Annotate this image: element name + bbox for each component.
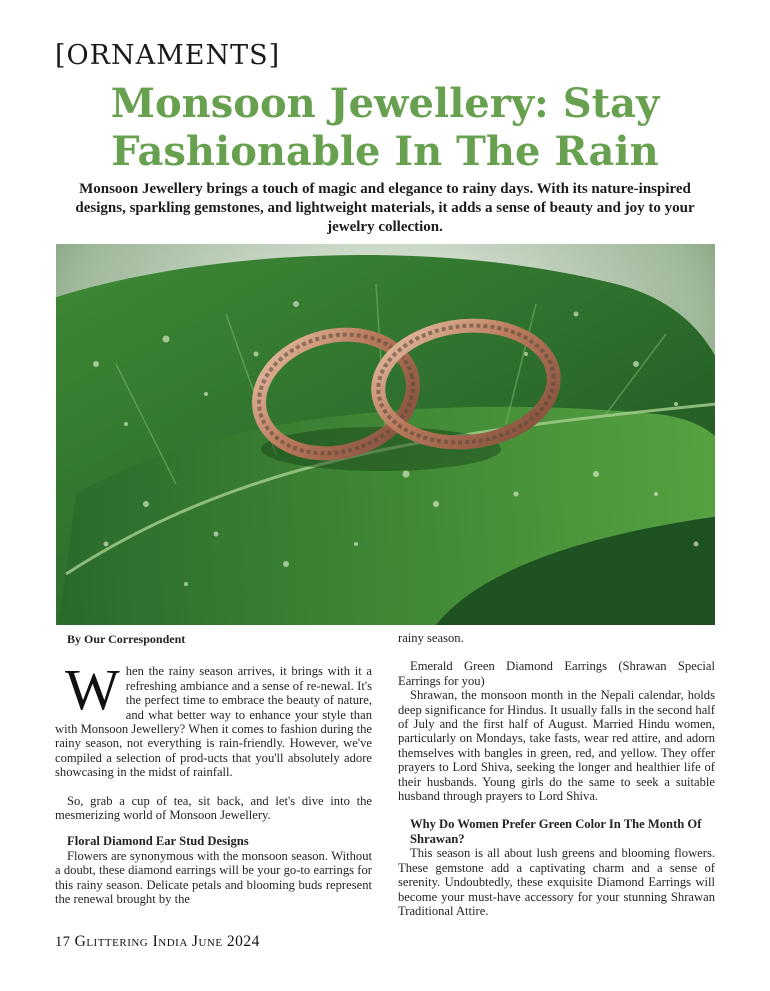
subheading-floral-diamond: Floral Diamond Ear Stud Designs <box>67 834 249 849</box>
page-number: 17 <box>55 934 71 950</box>
intro-paragraph <box>55 657 372 780</box>
byline: By Our Correspondent <box>67 632 186 646</box>
paragraph-3: Flowers are synonymous with the monsoon season. Without a doubt, these diamond earrings will be your go-to earrings for this rainy season. Delicate petals and blooming buds represent the renewal brought by the <box>55 848 372 907</box>
drop-cap: W <box>65 657 120 723</box>
hero-image <box>56 244 715 625</box>
article-title <box>0 80 770 176</box>
column-left <box>55 630 372 907</box>
issue-date: June 2024 <box>191 933 260 950</box>
paragraph-4: Emerald Green Diamond Earrings (Shrawan Special Earrings for you) <box>398 659 715 688</box>
paragraph-2: So, grab a cup of tea, sit back, and let's dive into the mesmerizing world of Monsoon Jewellery. <box>55 793 372 823</box>
rings-on-leaf-illustration <box>56 244 715 625</box>
paragraph-5: Shrawan, the monsoon month in the Nepali calendar, holds deep significance for Hindus. It usually falls in the second half of July and the first half of August. Married Hindu women, particularly on Mondays, take fasts, wear red attire, and adorn themselves with bangles in green, red, and yellow. They offer prayers to Lord Shiva, seeking the longer and healthier life of their husbands. Young girls do the same to seek a suitable husband through prayers to Lord Shiva. <box>398 688 715 804</box>
standfirst: Monsoon Jewellery brings a touch of magic and elegance to rainy days. With its nature-inspired designs, sparkling gemstones, and lightweight materials, it adds a sense of beauty and joy to your jewelry collection. <box>75 181 695 235</box>
page-footer <box>55 933 260 951</box>
column-right <box>398 630 715 918</box>
section-tag: [ORNAMENTS] <box>55 40 281 71</box>
subheading-green-color: Why Do Women Prefer Green Color In The Month Of Shrawan? <box>410 817 702 846</box>
paragraph-6: This season is all about lush greens and blooming flowers. These gemstone add a captivating charm and a sense of serenity. Undoubtedly, these exquisite Diamond Earrings will become your must-have accessory for your stunning Shrawan Traditional Attire. <box>398 846 715 918</box>
publication-name: Glittering India <box>74 933 188 950</box>
article-title-line-1: Monsoon Jewellery: Stay <box>110 80 660 127</box>
paragraph-3-continued: rainy season. <box>398 631 464 645</box>
article-title-line-2: Fashionable In The Rain <box>111 128 659 175</box>
intro-text: hen the rainy season arrives, it brings with it a refreshing ambiance and a sense of re-newal. It's the perfect time to embrace the beauty of nature, and what better way to enhance your style than with Monsoon Jewellery? When it comes to fashion during the rainy season, not everything is rain-friendly. However, we've compiled a selection of prod-ucts that you'll absolutely adore showcasing in the midst of rainfall. <box>55 664 372 780</box>
